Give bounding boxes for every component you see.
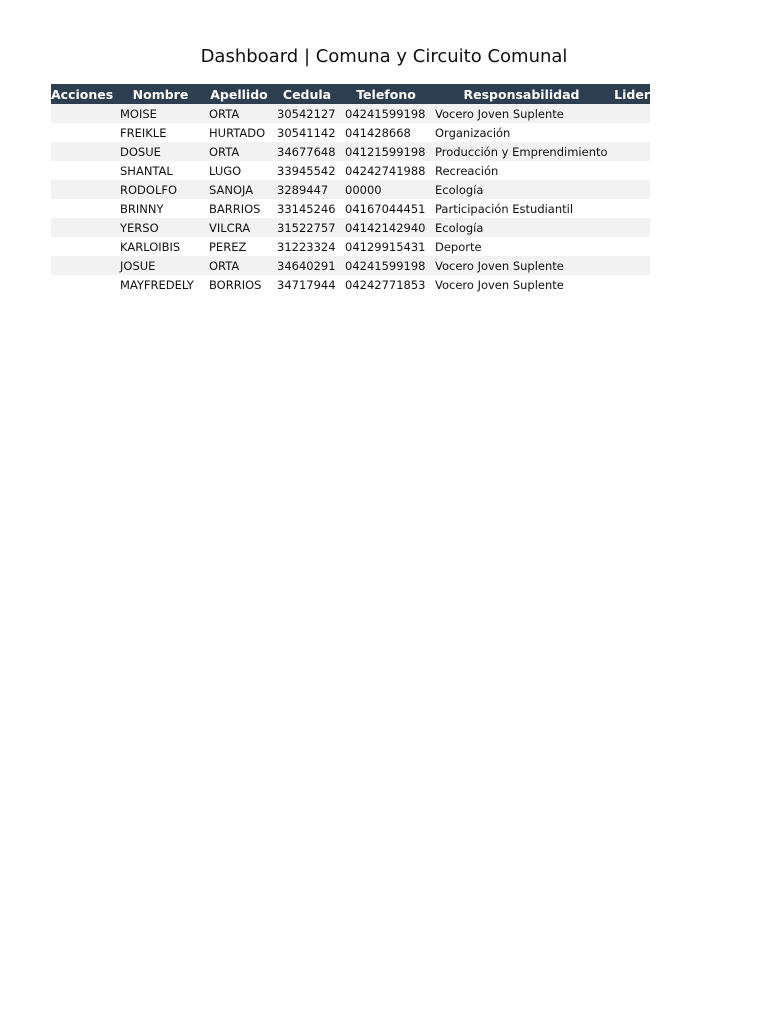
cell-responsabilidad: Producción y Emprendimiento	[435, 144, 608, 159]
cell-telefono: 04242741988	[345, 163, 426, 178]
members-table	[51, 84, 650, 294]
cell-telefono: 04167044451	[345, 201, 426, 216]
row-actions-cell[interactable]	[51, 275, 116, 294]
cell-cedula: 33145246	[277, 201, 336, 216]
row-actions-cell[interactable]	[51, 180, 116, 199]
row-actions-cell[interactable]	[51, 123, 116, 142]
cell-apellido: PEREZ	[209, 239, 247, 254]
column-header-telefono[interactable]: Telefono	[356, 86, 416, 102]
cell-telefono: 04142142940	[345, 220, 426, 235]
cell-lider	[612, 275, 650, 294]
cell-responsabilidad: Ecología	[435, 182, 484, 197]
cell-telefono: 00000	[345, 182, 382, 197]
cell-telefono: 04129915431	[345, 239, 426, 254]
column-header-nombre[interactable]: Nombre	[132, 86, 189, 102]
cell-telefono: 04242771853	[345, 277, 426, 292]
cell-cedula: 3289447	[277, 182, 329, 197]
cell-nombre: SHANTAL	[120, 163, 173, 178]
cell-cedula: 30542127	[277, 106, 336, 121]
cell-responsabilidad: Ecología	[435, 220, 484, 235]
row-actions-cell[interactable]	[51, 199, 116, 218]
members-table-container	[51, 84, 650, 294]
cell-lider	[612, 123, 650, 142]
cell-cedula: 34640291	[277, 258, 336, 273]
cell-lider	[612, 180, 650, 199]
cell-nombre: YERSO	[120, 220, 159, 235]
cell-lider	[612, 104, 650, 123]
cell-responsabilidad: Deporte	[435, 239, 482, 254]
row-actions-cell[interactable]	[51, 142, 116, 161]
cell-responsabilidad: Participación Estudiantil	[435, 201, 574, 216]
cell-telefono: 04241599198	[345, 258, 426, 273]
table-row[interactable]	[51, 218, 650, 237]
table-row[interactable]	[51, 123, 650, 142]
table-header	[51, 84, 650, 104]
cell-lider	[612, 199, 650, 218]
table-row[interactable]	[51, 237, 650, 256]
cell-cedula: 34677648	[277, 144, 336, 159]
cell-apellido: ORTA	[209, 144, 240, 159]
column-header-acciones[interactable]: Acciones	[51, 86, 114, 102]
cell-apellido: LUGO	[209, 163, 242, 178]
cell-nombre: DOSUE	[120, 144, 161, 159]
table-body	[51, 104, 650, 294]
cell-telefono: 04121599198	[345, 144, 426, 159]
cell-apellido: BARRIOS	[209, 201, 261, 216]
row-actions-cell[interactable]	[51, 256, 116, 275]
table-row[interactable]	[51, 275, 650, 294]
cell-cedula: 34717944	[277, 277, 336, 292]
cell-cedula: 30541142	[277, 125, 336, 140]
cell-nombre: BRINNY	[120, 201, 164, 216]
column-header-lider[interactable]: Lider	[614, 86, 650, 102]
cell-lider	[612, 218, 650, 237]
cell-nombre: MAYFREDELY	[120, 277, 194, 292]
table-row[interactable]	[51, 142, 650, 161]
cell-responsabilidad: Vocero Joven Suplente	[435, 106, 564, 121]
cell-responsabilidad: Vocero Joven Suplente	[435, 258, 564, 273]
cell-cedula: 31223324	[277, 239, 336, 254]
table-row[interactable]	[51, 161, 650, 180]
row-actions-cell[interactable]	[51, 104, 116, 123]
cell-nombre: KARLOIBIS	[120, 239, 181, 254]
table-row[interactable]	[51, 180, 650, 199]
table-row[interactable]	[51, 104, 650, 123]
cell-responsabilidad: Organización	[435, 125, 511, 140]
cell-lider	[612, 256, 650, 275]
cell-telefono: 041428668	[345, 125, 411, 140]
column-header-cedula[interactable]: Cedula	[282, 86, 332, 102]
cell-cedula: 33945542	[277, 163, 336, 178]
table-row[interactable]	[51, 199, 650, 218]
cell-telefono: 04241599198	[345, 106, 426, 121]
cell-apellido: SANOJA	[209, 182, 254, 197]
cell-apellido: ORTA	[209, 106, 240, 121]
table-header-row	[51, 84, 650, 104]
cell-apellido: ORTA	[209, 258, 240, 273]
cell-apellido: HURTADO	[209, 125, 266, 140]
cell-responsabilidad: Vocero Joven Suplente	[435, 277, 564, 292]
table-row[interactable]	[51, 256, 650, 275]
row-actions-cell[interactable]	[51, 218, 116, 237]
row-actions-cell[interactable]	[51, 237, 116, 256]
cell-nombre: MOISE	[120, 106, 157, 121]
cell-lider	[612, 161, 650, 180]
cell-nombre: FREIKLE	[120, 125, 167, 140]
column-header-responsabilidad[interactable]: Responsabilidad	[463, 86, 580, 102]
column-header-apellido[interactable]: Apellido	[210, 86, 268, 102]
cell-lider	[612, 142, 650, 161]
page-title: Dashboard | Comuna y Circuito Comunal	[200, 46, 568, 67]
cell-responsabilidad: Recreación	[435, 163, 499, 178]
cell-nombre: JOSUE	[120, 258, 156, 273]
cell-cedula: 31522757	[277, 220, 336, 235]
cell-apellido: BORRIOS	[209, 277, 262, 292]
cell-lider	[612, 237, 650, 256]
cell-nombre: RODOLFO	[120, 182, 178, 197]
row-actions-cell[interactable]	[51, 161, 116, 180]
cell-apellido: VILCRA	[209, 220, 251, 235]
